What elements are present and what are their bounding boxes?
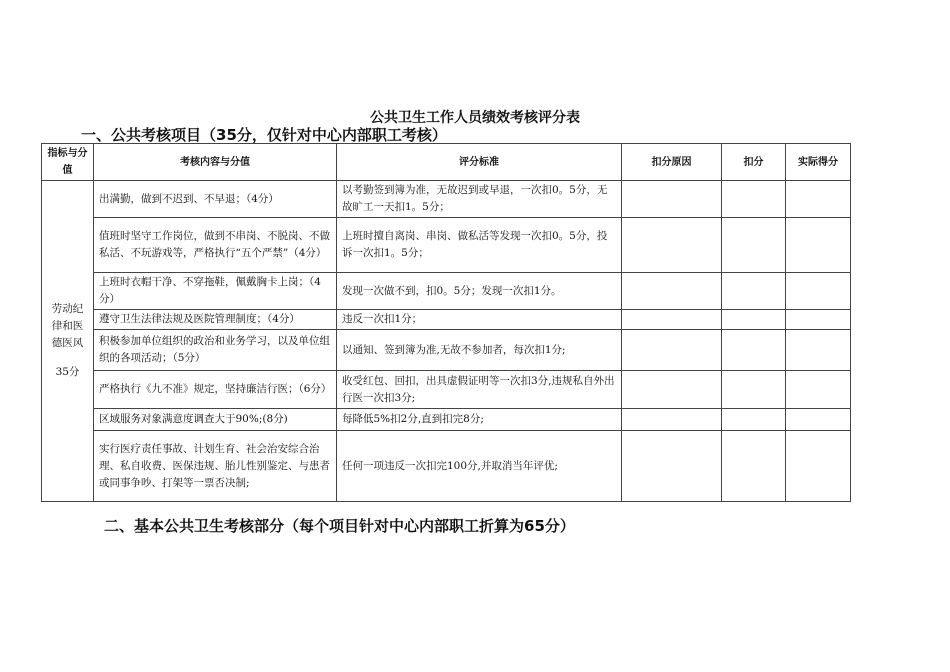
row-content: 区域服务对象满意度调查大于90%;(8分)	[94, 409, 337, 431]
header-content: 考核内容与分值	[94, 144, 337, 181]
row-reason	[622, 218, 722, 273]
table-header-row	[42, 144, 851, 181]
row-deduct	[722, 218, 786, 273]
row-standard: 违反一次扣1分；	[337, 310, 622, 330]
row-actual	[786, 330, 851, 371]
row-deduct	[722, 181, 786, 218]
row-standard: 任何一项违反一次扣完100分,并取消当年评优;	[337, 431, 622, 502]
table-row	[42, 371, 851, 409]
table-row	[42, 273, 851, 310]
category-name: 劳动纪律和医德医风	[51, 303, 84, 349]
row-standard: 以通知、签到簿为准,无故不参加者，每次扣1分;	[337, 330, 622, 371]
row-deduct	[722, 273, 786, 310]
row-reason	[622, 330, 722, 371]
row-content: 上班时衣帽干净、不穿拖鞋，佩戴胸卡上岗；（4分）	[94, 273, 337, 310]
row-standard: 收受红包、回扣，出具虚假证明等一次扣3分,违规私自外出行医一次扣3分;	[337, 371, 622, 409]
section-heading-public: 一、公共考核项目（35分，仅针对中心内部职工考核）	[81, 126, 447, 144]
section-heading-basic: 二、基本公共卫生考核部分（每个项目针对中心内部职工折算为65分）	[104, 517, 575, 535]
row-deduct	[722, 371, 786, 409]
row-actual	[786, 431, 851, 502]
row-standard: 以考勤签到簿为准，无故迟到或早退，一次扣0。5分，无故旷工一天扣1。5分；	[337, 181, 622, 218]
row-content: 实行医疗责任事故、计划生育、社会治安综合治理、私自收费、医保违规、胎儿性别鉴定、与患者或同事争吵、打架等一票否决制;	[94, 431, 337, 502]
header-standard: 评分标准	[337, 144, 622, 181]
assessment-table	[41, 143, 851, 502]
row-actual	[786, 181, 851, 218]
row-reason	[622, 273, 722, 310]
header-actual: 实际得分	[786, 144, 851, 181]
row-reason	[622, 181, 722, 218]
row-standard: 上班时擅自离岗、串岗、做私活等发现一次扣0。5分，投诉一次扣1。5分；	[337, 218, 622, 273]
row-actual	[786, 371, 851, 409]
row-content: 出满勤，做到不迟到、不早退；（4分）	[94, 181, 337, 218]
row-deduct	[722, 409, 786, 431]
row-standard: 发现一次做不到，扣0。5分；发现一次扣1分。	[337, 273, 622, 310]
row-reason	[622, 371, 722, 409]
row-reason	[622, 310, 722, 330]
category-cell	[42, 181, 94, 502]
table-row	[42, 181, 851, 218]
header-deduct: 扣分	[722, 144, 786, 181]
table-row	[42, 330, 851, 371]
row-deduct	[722, 310, 786, 330]
row-content: 遵守卫生法律法规及医院管理制度；（4分）	[94, 310, 337, 330]
document-title: 公共卫生工作人员绩效考核评分表	[370, 110, 580, 126]
row-deduct	[722, 431, 786, 502]
row-actual	[786, 310, 851, 330]
header-reason: 扣分原因	[622, 144, 722, 181]
row-content: 严格执行《九不准》规定，坚持廉洁行医；（6分）	[94, 371, 337, 409]
table-row	[42, 218, 851, 273]
row-reason	[622, 409, 722, 431]
table-row	[42, 310, 851, 330]
table-row	[42, 409, 851, 431]
row-actual	[786, 218, 851, 273]
row-deduct	[722, 330, 786, 371]
row-content: 积极参加单位组织的政治和业务学习，以及单位组织的各项活动；（5分）	[94, 330, 337, 371]
row-reason	[622, 431, 722, 502]
row-content: 值班时坚守工作岗位，做到不串岗、不脱岗、不做私活、不玩游戏等，严格执行“五个严禁”（4分）	[94, 218, 337, 273]
header-indicator: 指标与分值	[42, 144, 94, 181]
row-actual	[786, 273, 851, 310]
category-score: 35分	[55, 366, 80, 378]
row-standard: 每降低5%扣2分,直到扣完8分;	[337, 409, 622, 431]
row-actual	[786, 409, 851, 431]
table-row	[42, 431, 851, 502]
